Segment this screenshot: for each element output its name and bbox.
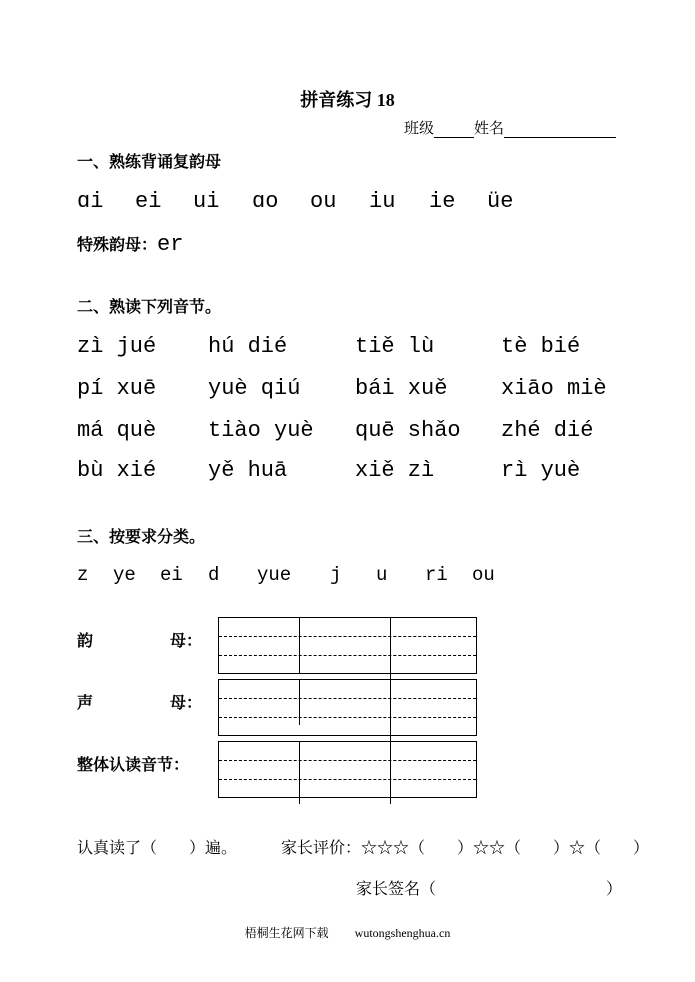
syllable-word: zhé dié bbox=[501, 418, 594, 443]
guide-line bbox=[219, 698, 476, 699]
grid-divider bbox=[390, 617, 391, 679]
syllable-word: tè bié bbox=[501, 334, 581, 359]
classify-item: ri bbox=[425, 564, 448, 586]
category-finals-label: 韵 母： bbox=[77, 633, 203, 650]
section2-heading: 二、熟读下列音节。 bbox=[77, 299, 222, 316]
guide-line bbox=[219, 760, 476, 761]
syllable-word: tiě lù bbox=[355, 334, 435, 359]
section1-heading: 一、熟练背诵复韵母 bbox=[77, 154, 222, 171]
syllable-word: bù xié bbox=[77, 458, 157, 483]
special-final-line bbox=[77, 232, 183, 257]
grid-divider bbox=[299, 741, 300, 804]
classify-item: j bbox=[330, 564, 342, 586]
syllable-word: zì jué bbox=[77, 334, 157, 359]
grid-divider bbox=[390, 679, 391, 741]
rating-one-star[interactable]: ☆（ ） bbox=[569, 840, 650, 857]
special-final-value: er bbox=[157, 232, 184, 257]
footer bbox=[0, 924, 695, 941]
section3-heading: 三、按要求分类。 bbox=[77, 529, 206, 546]
guide-line bbox=[219, 779, 476, 780]
syllable-word: hú dié bbox=[208, 334, 288, 359]
classify-item: d bbox=[208, 564, 220, 586]
footer-source: 梧桐生花网下载 bbox=[244, 926, 329, 940]
syllable-word: yuè qiú bbox=[208, 376, 301, 401]
grid-divider bbox=[390, 741, 391, 804]
classify-item: u bbox=[376, 564, 388, 586]
page-title: 拼音练习 18 bbox=[300, 90, 395, 110]
whole-syllable-writing-grid[interactable] bbox=[218, 741, 477, 798]
guide-line bbox=[219, 717, 476, 718]
classify-item: ei bbox=[160, 564, 183, 586]
rating-two-stars[interactable]: ☆☆（ ） bbox=[473, 840, 570, 857]
grid-divider bbox=[299, 617, 300, 674]
parent-eval-label: 家长评价： bbox=[281, 840, 362, 857]
final-item: ɑi bbox=[77, 189, 104, 214]
name-label: 姓名 bbox=[474, 121, 505, 137]
initials-writing-grid[interactable] bbox=[218, 679, 477, 736]
name-blank[interactable] bbox=[504, 121, 616, 138]
final-item: ei bbox=[135, 189, 162, 214]
classify-item: ye bbox=[113, 564, 136, 586]
final-item: ui bbox=[193, 189, 220, 214]
syllable-word: má què bbox=[77, 418, 157, 443]
parent-evaluation-line bbox=[281, 835, 649, 858]
final-item: ɑo bbox=[252, 189, 279, 214]
category-initials-label: 声 母： bbox=[77, 695, 203, 712]
classify-item: z bbox=[77, 564, 89, 586]
guide-line bbox=[219, 655, 476, 656]
guide-line bbox=[219, 636, 476, 637]
classify-item: ou bbox=[472, 564, 495, 586]
class-name-line bbox=[404, 117, 616, 138]
special-final-label: 特殊韵母： bbox=[77, 237, 158, 254]
parent-signature-label: 家长签名（ bbox=[356, 881, 437, 898]
footer-site: wutongshenghua.cn bbox=[354, 926, 451, 940]
syllable-word: rì yuè bbox=[501, 458, 581, 483]
syllable-word: xiě zì bbox=[355, 458, 435, 483]
final-item: ou bbox=[310, 189, 337, 214]
class-blank[interactable] bbox=[434, 121, 474, 138]
class-label: 班级 bbox=[404, 121, 435, 137]
final-item: üe bbox=[487, 189, 514, 214]
syllable-word: bái xuě bbox=[355, 376, 448, 401]
syllable-word: pí xuē bbox=[77, 376, 157, 401]
classify-item: yue bbox=[257, 564, 292, 586]
final-item: iu bbox=[369, 189, 396, 214]
syllable-word: yě huā bbox=[208, 458, 288, 483]
parent-signature-close: ） bbox=[606, 881, 623, 898]
syllable-word: xiāo miè bbox=[501, 376, 607, 401]
rating-three-stars[interactable]: ☆☆☆（ ） bbox=[361, 840, 474, 857]
finals-writing-grid[interactable] bbox=[218, 617, 477, 674]
syllable-word: tiào yuè bbox=[208, 418, 314, 443]
final-item: ie bbox=[429, 189, 456, 214]
grid-divider bbox=[299, 679, 300, 725]
syllable-word: quē shǎo bbox=[355, 418, 461, 443]
category-whole-syllable-label: 整体认读音节： bbox=[77, 757, 190, 774]
read-times-line: 认真读了（ ）遍。 bbox=[77, 840, 238, 857]
